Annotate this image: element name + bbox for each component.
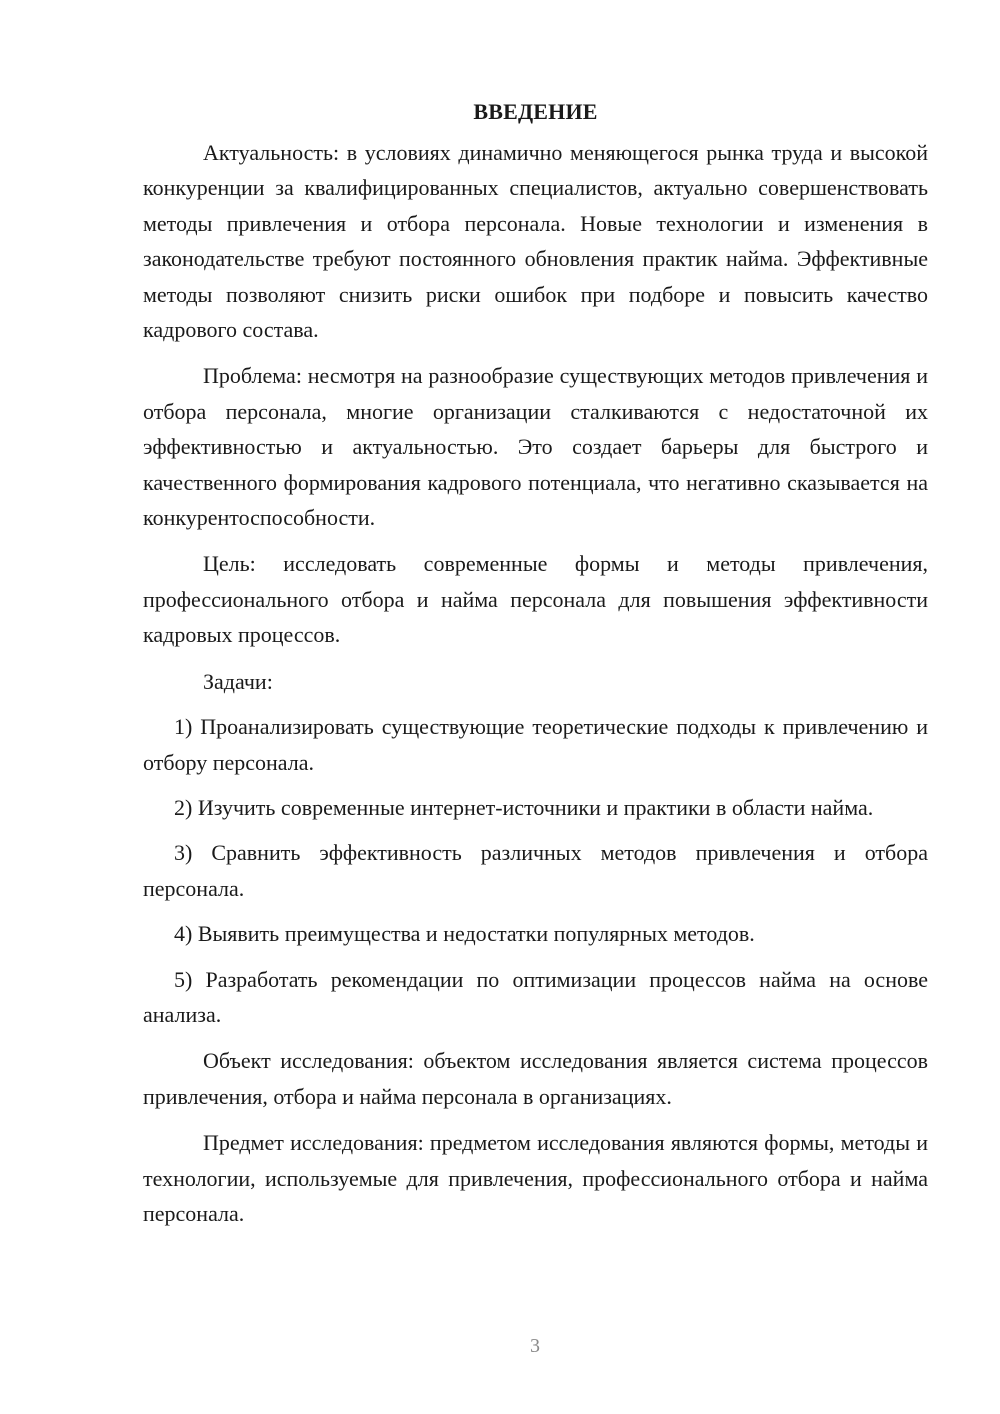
paragraph-object: Объект исследования: объектом исследования является система процессов привлечения, отбора и найма персонала в организациях. <box>143 1048 928 1109</box>
paragraph-relevance: Актуальность: в условиях динамично меняющегося рынка труда и высокой конкуренции за квалифицированных специалистов, актуально совершенствовать методы привлечения и отбора персонала. Новые технологии и изменения в законодательстве требуют постоянного обновления практик найма. Эффективные методы позволяют снизить риски ошибок при подборе и повысить качество кадрового состава. <box>143 140 928 343</box>
task-item-3: 3) Сравнить эффективность различных методов привлечения и отбора персонала. <box>143 840 928 901</box>
section-heading: ВВЕДЕНИЕ <box>473 99 598 124</box>
task-item-4: 4) Выявить преимущества и недостатки популярных методов. <box>174 921 755 947</box>
paragraph-goal: Цель: исследовать современные формы и методы привлечения, профессионального отбора и найма персонала для повышения эффективности кадровых процессов. <box>143 551 928 648</box>
task-item-2: 2) Изучить современные интернет-источники и практики в области найма. <box>174 794 874 820</box>
task-item-1: 1) Проанализировать существующие теоретические подходы к привлечению и отбору персонала. <box>143 714 928 775</box>
paragraph-problem: Проблема: несмотря на разнообразие существующих методов привлечения и отбора персонала, многие организации сталкиваются с недостаточной их эффективностью и актуальностью. Это создает барьеры для быстрого и качественного формирования кадрового потенциала, что негативно сказывается на конкурентоспособности. <box>143 363 928 531</box>
task-item-5: 5) Разработать рекомендации по оптимизации процессов найма на основе анализа. <box>143 966 928 1027</box>
paragraph-tasks-label: Задачи: <box>203 668 273 694</box>
paragraph-subject: Предмет исследования: предметом исследования являются формы, методы и технологии, используемые для привлечения, профессионального отбора и найма персонала. <box>143 1130 928 1226</box>
page-number: 3 <box>530 1335 540 1357</box>
page-content <box>143 94 928 1231</box>
